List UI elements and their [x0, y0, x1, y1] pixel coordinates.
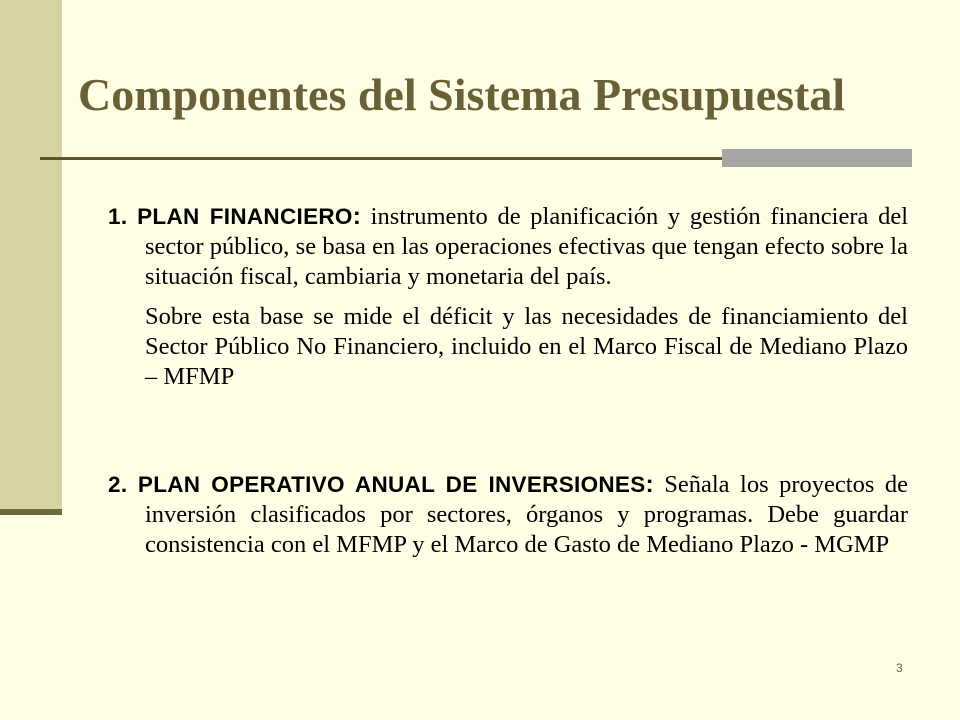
item-paragraph [108, 202, 908, 292]
page-number: 3 [896, 661, 903, 675]
item-text: instrumento de planificación y gestión financiera del sector público, se basa en las operaciones efectivas que tengan efecto sobre la situación fiscal, cambiaria y monetaria del país. [145, 203, 909, 290]
list-item-plan-operativo [108, 470, 908, 560]
side-band [0, 0, 62, 511]
side-band-notch [0, 509, 62, 515]
item-colon: : [352, 203, 361, 230]
item-colon: : [645, 471, 654, 498]
list-item-plan-financiero [108, 202, 908, 392]
item-heading: PLAN OPERATIVO ANUAL DE INVERSIONES [137, 472, 646, 497]
item-text: Señala los proyectos de inversión clasificados por sectores, órganos y programas. Debe guardar consistencia con el MFMP y el Marco de Gasto de Mediano Plazo - MGMP [145, 471, 908, 558]
slide-title: Componentes del Sistema Presupuestal [78, 69, 846, 120]
title-divider-line [40, 157, 722, 160]
item-sub-paragraph: Sobre esta base se mide el déficit y las necesidades de financiamiento del Sector Público No Financiero, incluido en el Marco Fiscal de Mediano Plazo – MFMP [145, 303, 908, 390]
item-paragraph [108, 470, 908, 560]
item-heading: PLAN FINANCIERO [137, 204, 353, 229]
item-number: 2. [108, 472, 128, 497]
title-divider-bar [722, 149, 912, 167]
item-number: 1. [108, 204, 128, 229]
